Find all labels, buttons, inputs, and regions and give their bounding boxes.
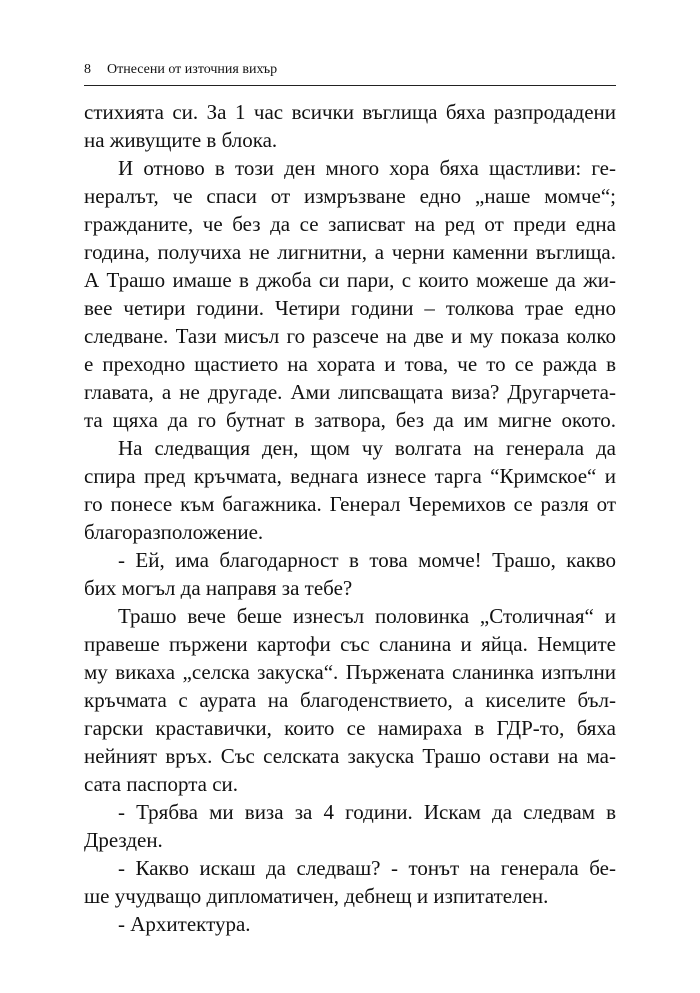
running-title: Отнесени от източния вихър	[107, 62, 278, 77]
text-line: благоразположение.	[84, 520, 264, 544]
text-line: - Ей, има благодарност в това момче! Трашо, какво	[118, 548, 616, 572]
page-number: 8	[84, 62, 91, 77]
text-line: на живущите в блока.	[84, 128, 278, 152]
text-line: гарски краставички, които се намираха в ГДР-то, бяха	[84, 716, 616, 740]
text-line: На следващия ден, щом чу волгата на генерала да	[118, 436, 616, 460]
text-line: - Трябва ми виза за 4 години. Искам да следвам в	[118, 800, 616, 824]
text-line: следване. Тази мисъл го разсече на две и му показа колко	[84, 324, 616, 348]
text-line: нералът, че спаси от измръзване едно „наше момче“;	[84, 184, 616, 208]
text-line: гражданите, че без да се записват на ред от преди една	[84, 212, 616, 236]
header-rule	[84, 85, 616, 86]
text-line: стихията си. За 1 час всички въглища бяха разпродадени	[84, 100, 616, 124]
text-line: - Архитектура.	[118, 912, 251, 936]
text-line: го понесе към багажника. Генерал Черемихов се разля от	[84, 492, 616, 516]
text-line: сата паспорта си.	[84, 772, 239, 796]
text-line: главата, а не другаде. Ами липсващата виза? Другарчета-	[84, 380, 616, 404]
text-line: година, получиха не лигнитни, а черни каменни въглища.	[84, 240, 616, 264]
text-line: - Какво искаш да следваш? - тонът на генерала бе-	[118, 856, 616, 880]
text-line: спира пред кръчмата, веднага изнесе тарга “Кримское“ и	[84, 464, 616, 488]
running-header	[84, 62, 277, 78]
text-line: та щяха да го бутнат в затвора, без да им мигне окото.	[84, 408, 616, 432]
text-line: ше учудващо дипломатичен, дебнещ и изпитателен.	[84, 884, 549, 908]
text-line: А Трашо имаше в джоба си пари, с които можеше да жи-	[84, 268, 616, 292]
text-line: Дрезден.	[84, 828, 163, 852]
text-line: Трашо вече беше изнесъл половинка „Столичная“ и	[118, 604, 616, 628]
text-line: вее четири години. Четири години – толкова трае едно	[84, 296, 616, 320]
text-line: кръчмата с аурата на благоденствието, а киселите бъл-	[84, 688, 616, 712]
text-line: правеше пържени картофи със сланина и яйца. Немците	[84, 632, 616, 656]
text-line: И отново в този ден много хора бяха щастливи: ге-	[118, 156, 616, 180]
text-line: му викаха „селска закуска“. Пържената сланинка изпълни	[84, 660, 616, 684]
text-line: нейният връх. Със селската закуска Трашо остави на ма-	[84, 744, 616, 768]
text-line: бих могъл да направя за тебе?	[84, 576, 353, 600]
text-line: е преходно щастието на хората и това, че то се ражда в	[84, 352, 616, 376]
